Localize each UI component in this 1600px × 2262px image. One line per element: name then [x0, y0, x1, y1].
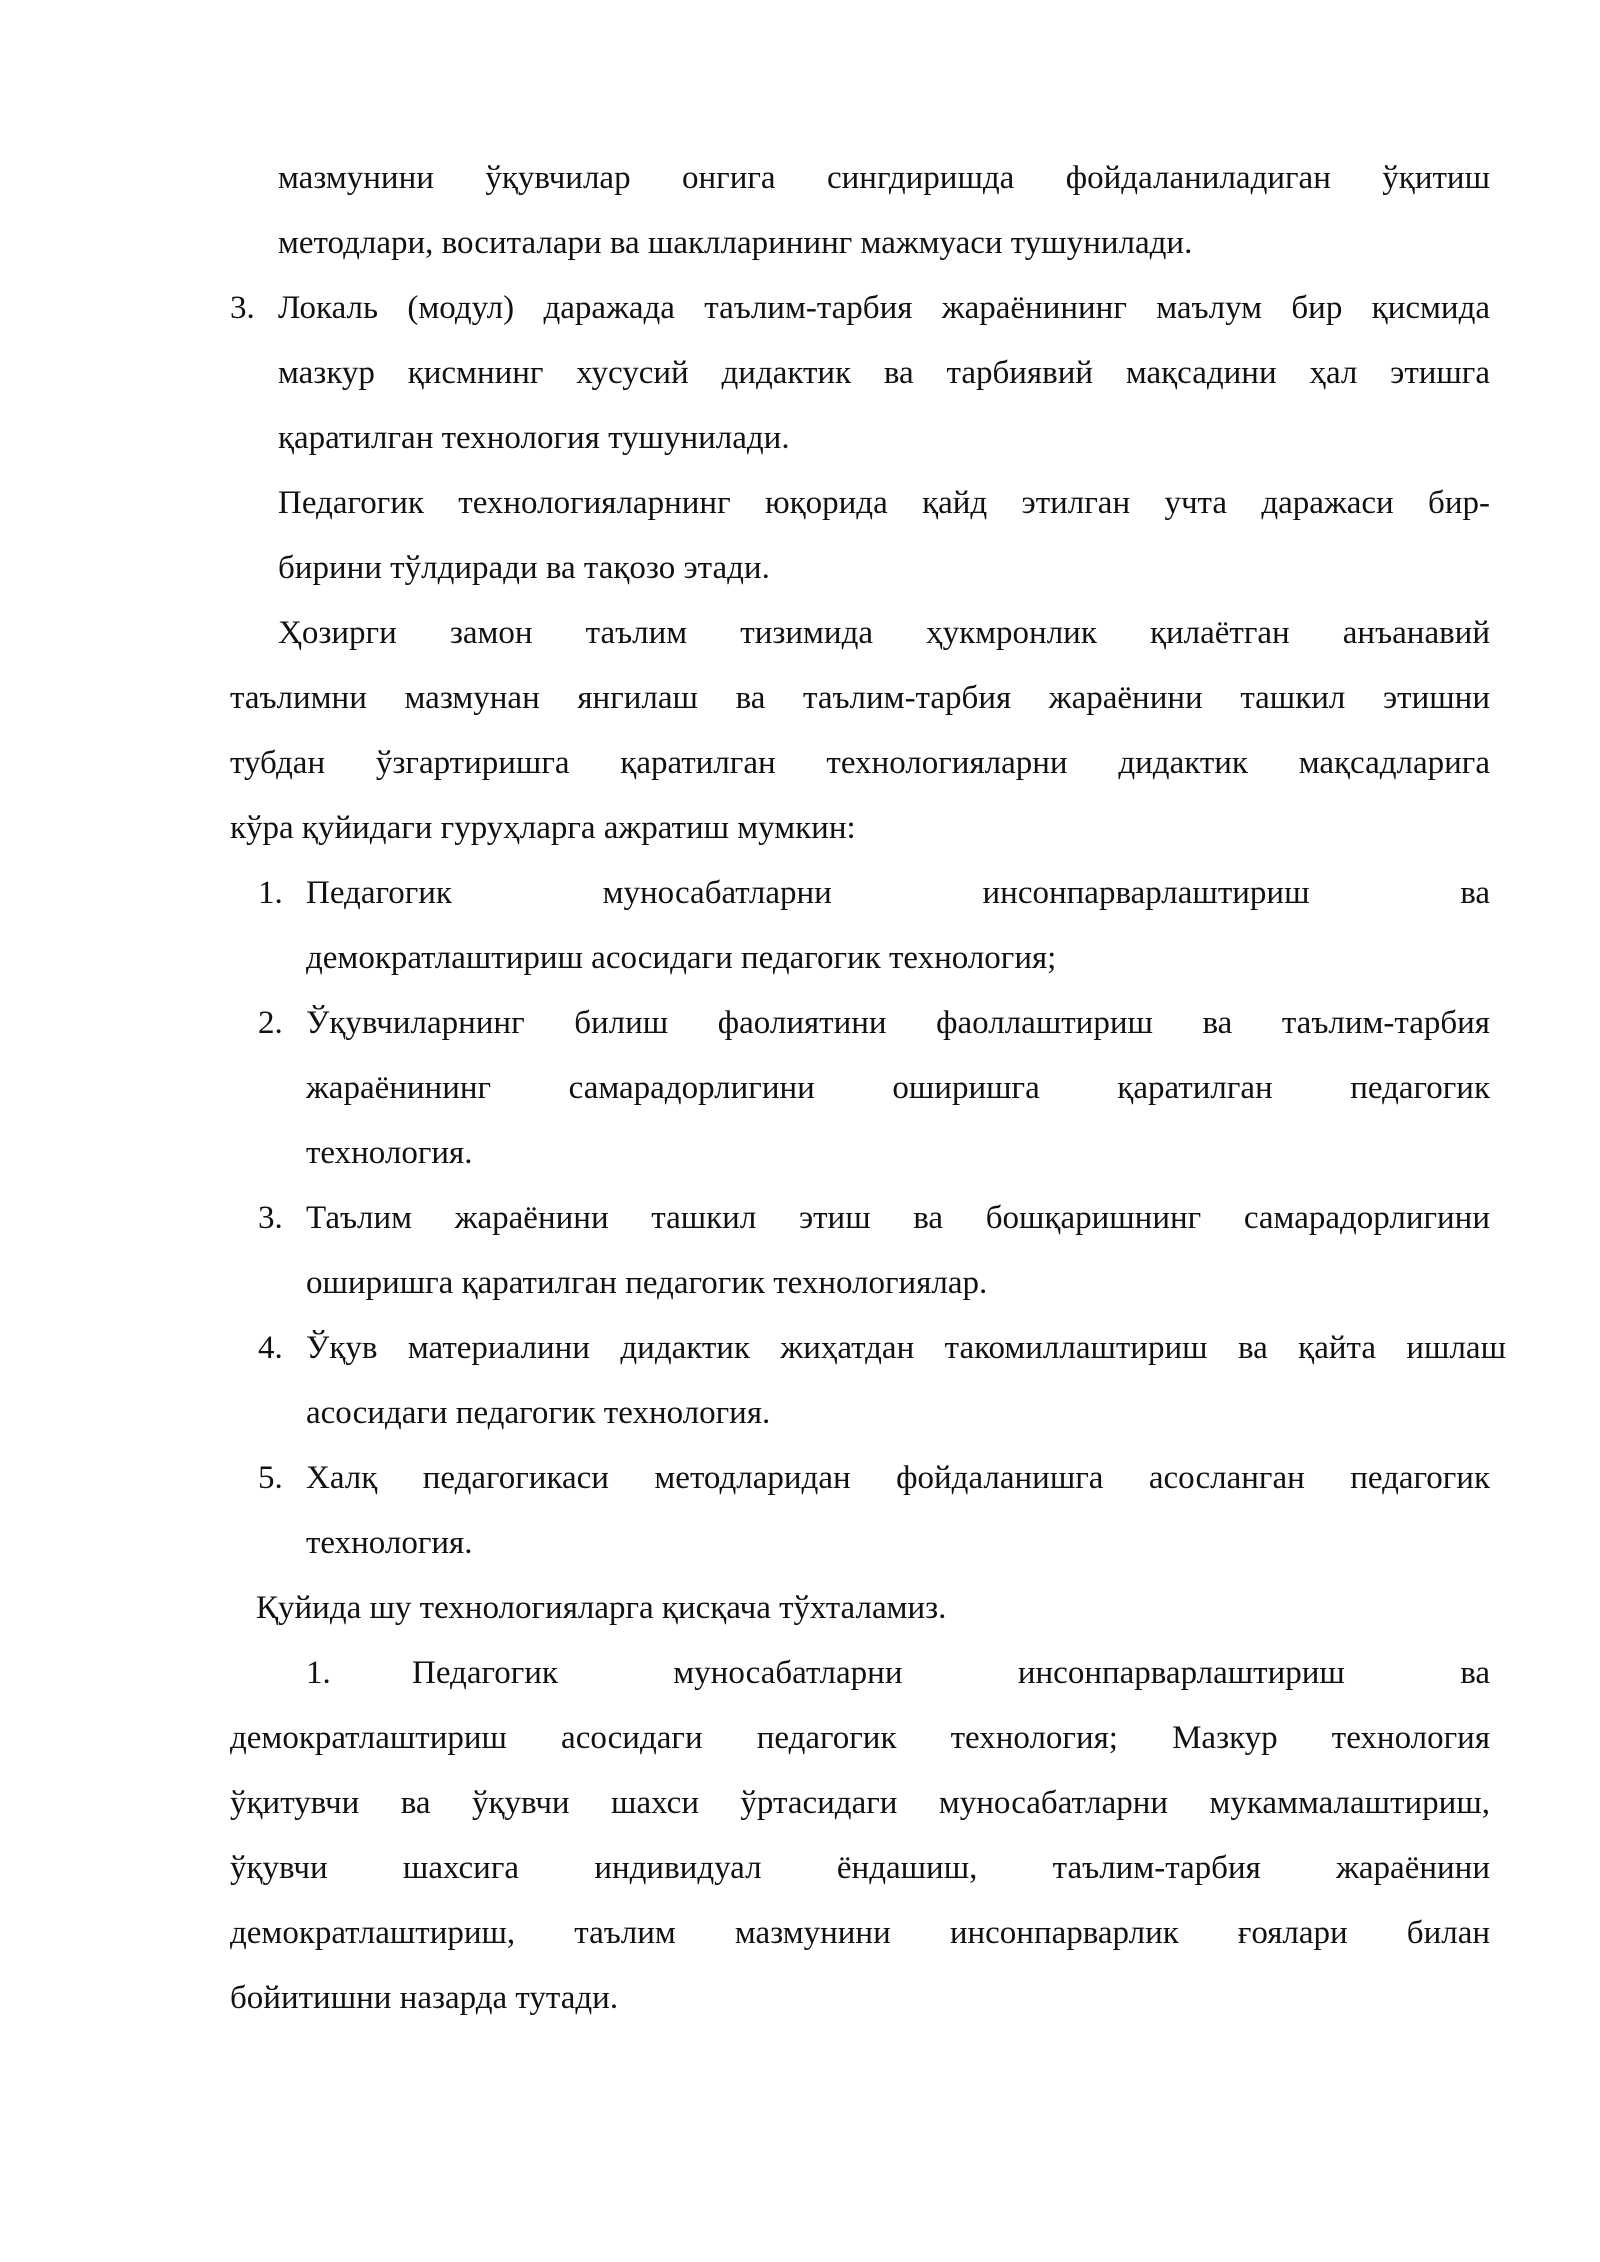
group-2-line-1: Ўқувчиларнинг билиш фаолиятини фаоллаштириш ва таълим-тарбия — [306, 1005, 1490, 1041]
detail-1-line-6: бойитишни назарда тутади. — [230, 1980, 619, 2016]
detail-1-number: 1. — [306, 1655, 331, 1691]
modern-line-4: кўра қуйидаги гуруҳларга ажратиш мумкин: — [230, 810, 856, 846]
modern-line-2: таълимни мазмунан янгилаш ва таълим-тарбия жараёнини ташкил этишни — [230, 680, 1490, 716]
transition-sentence: Қуйида шу технологияларга қисқача тўхталамиз. — [256, 1590, 947, 1626]
detail-1-line-2: демократлаштириш асосидаги педагогик технология; Мазкур технология — [230, 1720, 1490, 1756]
levels-line-2: бирини тўлдиради ва тақозо этади. — [278, 550, 770, 586]
group-5-line-2: технология. — [306, 1525, 473, 1561]
item3-line-2: мазкур қисмнинг хусусий дидактик ва тарбиявий мақсадини ҳал этишга — [278, 355, 1490, 391]
intro-line-2: методлари, воситалари ва шаклларининг мажмуаси тушунилади. — [278, 225, 1193, 261]
item3-line-1: Локаль (модул) даражада таълим-тарбия жараёнининг маълум бир қисмида — [278, 290, 1490, 326]
item3-line-3: қаратилган технология тушунилади. — [278, 420, 790, 456]
modern-line-1: Ҳозирги замон таълим тизимида ҳукмронлик қилаётган анъанавий — [278, 615, 1490, 651]
group-1-line-2: демократлаштириш асосидаги педагогик технология; — [306, 940, 1057, 976]
levels-line-1: Педагогик технологияларнинг юқорида қайд этилган учта даражаси бир- — [278, 485, 1490, 521]
group-2-line-2: жараёнининг самарадорлигини оширишга қаратилган педагогик — [306, 1070, 1490, 1106]
group-3-line-2: оширишга қаратилган педагогик технологиялар. — [306, 1265, 988, 1301]
detail-1-line-5: демократлаштириш, таълим мазмунини инсонпарварлик ғоялари билан — [230, 1915, 1490, 1951]
group-4-number: 4. — [258, 1330, 283, 1366]
group-5-line-1: Халқ педагогикаси методларидан фойдаланишга асосланган педагогик — [306, 1460, 1490, 1496]
group-4-line-1: Ўқув материалини дидактик жиҳатдан такомиллаштириш ва қайта ишлаш — [306, 1330, 1506, 1366]
group-4-line-2: асосидаги педагогик технология. — [306, 1395, 771, 1431]
intro-line-1: мазмунини ўқувчилар онгига сингдиришда фойдаланиладиган ўқитиш — [278, 160, 1490, 196]
group-5-number: 5. — [258, 1460, 283, 1496]
group-1-line-1: Педагогик муносабатларни инсонпарварлаштириш ва — [306, 875, 1490, 911]
detail-1-line-3: ўқитувчи ва ўқувчи шахси ўртасидаги муносабатларни мукаммалаштириш, — [230, 1785, 1490, 1821]
detail-1-line-1: Педагогик муносабатларни инсонпарварлаштириш ва — [412, 1655, 1490, 1691]
detail-1-line-4: ўқувчи шахсига индивидуал ёндашиш, таълим-тарбия жараёнини — [230, 1850, 1490, 1886]
group-2-line-3: технология. — [306, 1135, 473, 1171]
modern-line-3: тубдан ўзгартиришга қаратилган технологияларни дидактик мақсадларига — [230, 745, 1490, 781]
group-3-line-1: Таълим жараёнини ташкил этиш ва бошқаришнинг самарадорлигини — [306, 1200, 1490, 1236]
group-2-number: 2. — [258, 1005, 283, 1041]
item3-number: 3. — [230, 290, 255, 326]
group-1-number: 1. — [258, 875, 283, 911]
group-3-number: 3. — [258, 1200, 283, 1236]
